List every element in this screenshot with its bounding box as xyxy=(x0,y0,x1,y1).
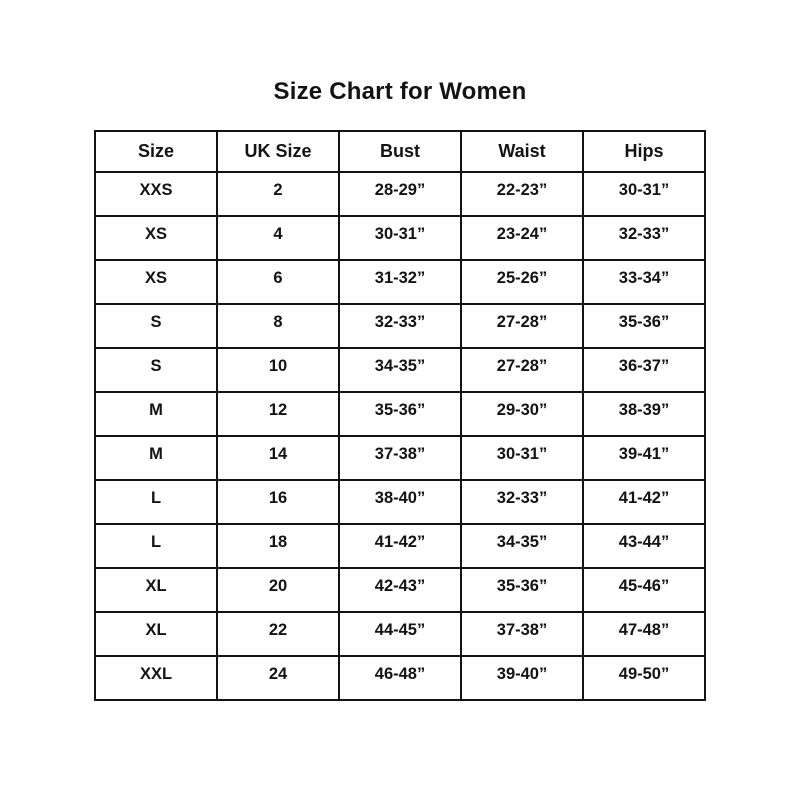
size-cell: S xyxy=(95,348,217,392)
uk-size-cell: 10 xyxy=(217,348,339,392)
header-row xyxy=(95,131,705,172)
table-row xyxy=(95,524,705,568)
table-row xyxy=(95,612,705,656)
table-row xyxy=(95,216,705,260)
size-chart-table xyxy=(94,130,706,701)
bust-cell: 28-29” xyxy=(339,172,461,216)
size-cell: S xyxy=(95,304,217,348)
waist-cell: 27-28” xyxy=(461,348,583,392)
table-row xyxy=(95,568,705,612)
size-cell: XL xyxy=(95,568,217,612)
size-cell: M xyxy=(95,436,217,480)
header-cell-size: Size xyxy=(95,131,217,172)
uk-size-cell: 18 xyxy=(217,524,339,568)
waist-cell: 29-30” xyxy=(461,392,583,436)
uk-size-cell: 8 xyxy=(217,304,339,348)
table-row xyxy=(95,172,705,216)
bust-cell: 34-35” xyxy=(339,348,461,392)
uk-size-cell: 4 xyxy=(217,216,339,260)
bust-cell: 41-42” xyxy=(339,524,461,568)
size-cell: L xyxy=(95,480,217,524)
size-cell: M xyxy=(95,392,217,436)
uk-size-cell: 14 xyxy=(217,436,339,480)
table-header xyxy=(95,131,705,172)
table-row xyxy=(95,656,705,700)
hips-cell: 47-48” xyxy=(583,612,705,656)
waist-cell: 30-31” xyxy=(461,436,583,480)
uk-size-cell: 24 xyxy=(217,656,339,700)
header-cell-bust: Bust xyxy=(339,131,461,172)
size-cell: XXL xyxy=(95,656,217,700)
hips-cell: 43-44” xyxy=(583,524,705,568)
waist-cell: 37-38” xyxy=(461,612,583,656)
bust-cell: 37-38” xyxy=(339,436,461,480)
hips-cell: 41-42” xyxy=(583,480,705,524)
hips-cell: 35-36” xyxy=(583,304,705,348)
uk-size-cell: 22 xyxy=(217,612,339,656)
bust-cell: 44-45” xyxy=(339,612,461,656)
hips-cell: 45-46” xyxy=(583,568,705,612)
table-row xyxy=(95,436,705,480)
bust-cell: 32-33” xyxy=(339,304,461,348)
waist-cell: 32-33” xyxy=(461,480,583,524)
header-cell-hips: Hips xyxy=(583,131,705,172)
uk-size-cell: 16 xyxy=(217,480,339,524)
size-cell: XXS xyxy=(95,172,217,216)
uk-size-cell: 20 xyxy=(217,568,339,612)
hips-cell: 32-33” xyxy=(583,216,705,260)
waist-cell: 23-24” xyxy=(461,216,583,260)
bust-cell: 30-31” xyxy=(339,216,461,260)
uk-size-cell: 2 xyxy=(217,172,339,216)
hips-cell: 38-39” xyxy=(583,392,705,436)
bust-cell: 31-32” xyxy=(339,260,461,304)
size-cell: XL xyxy=(95,612,217,656)
table-row xyxy=(95,260,705,304)
waist-cell: 35-36” xyxy=(461,568,583,612)
waist-cell: 25-26” xyxy=(461,260,583,304)
hips-cell: 39-41” xyxy=(583,436,705,480)
uk-size-cell: 12 xyxy=(217,392,339,436)
header-cell-waist: Waist xyxy=(461,131,583,172)
header-cell-uk-size: UK Size xyxy=(217,131,339,172)
hips-cell: 30-31” xyxy=(583,172,705,216)
table-row xyxy=(95,304,705,348)
waist-cell: 22-23” xyxy=(461,172,583,216)
uk-size-cell: 6 xyxy=(217,260,339,304)
hips-cell: 36-37” xyxy=(583,348,705,392)
hips-cell: 33-34” xyxy=(583,260,705,304)
table-row xyxy=(95,392,705,436)
size-cell: XS xyxy=(95,260,217,304)
table-row xyxy=(95,348,705,392)
bust-cell: 46-48” xyxy=(339,656,461,700)
waist-cell: 39-40” xyxy=(461,656,583,700)
table-row xyxy=(95,480,705,524)
table-body xyxy=(95,172,705,700)
page-title: Size Chart for Women xyxy=(273,78,527,105)
bust-cell: 35-36” xyxy=(339,392,461,436)
size-cell: XS xyxy=(95,216,217,260)
bust-cell: 38-40” xyxy=(339,480,461,524)
bust-cell: 42-43” xyxy=(339,568,461,612)
waist-cell: 27-28” xyxy=(461,304,583,348)
size-cell: L xyxy=(95,524,217,568)
hips-cell: 49-50” xyxy=(583,656,705,700)
waist-cell: 34-35” xyxy=(461,524,583,568)
